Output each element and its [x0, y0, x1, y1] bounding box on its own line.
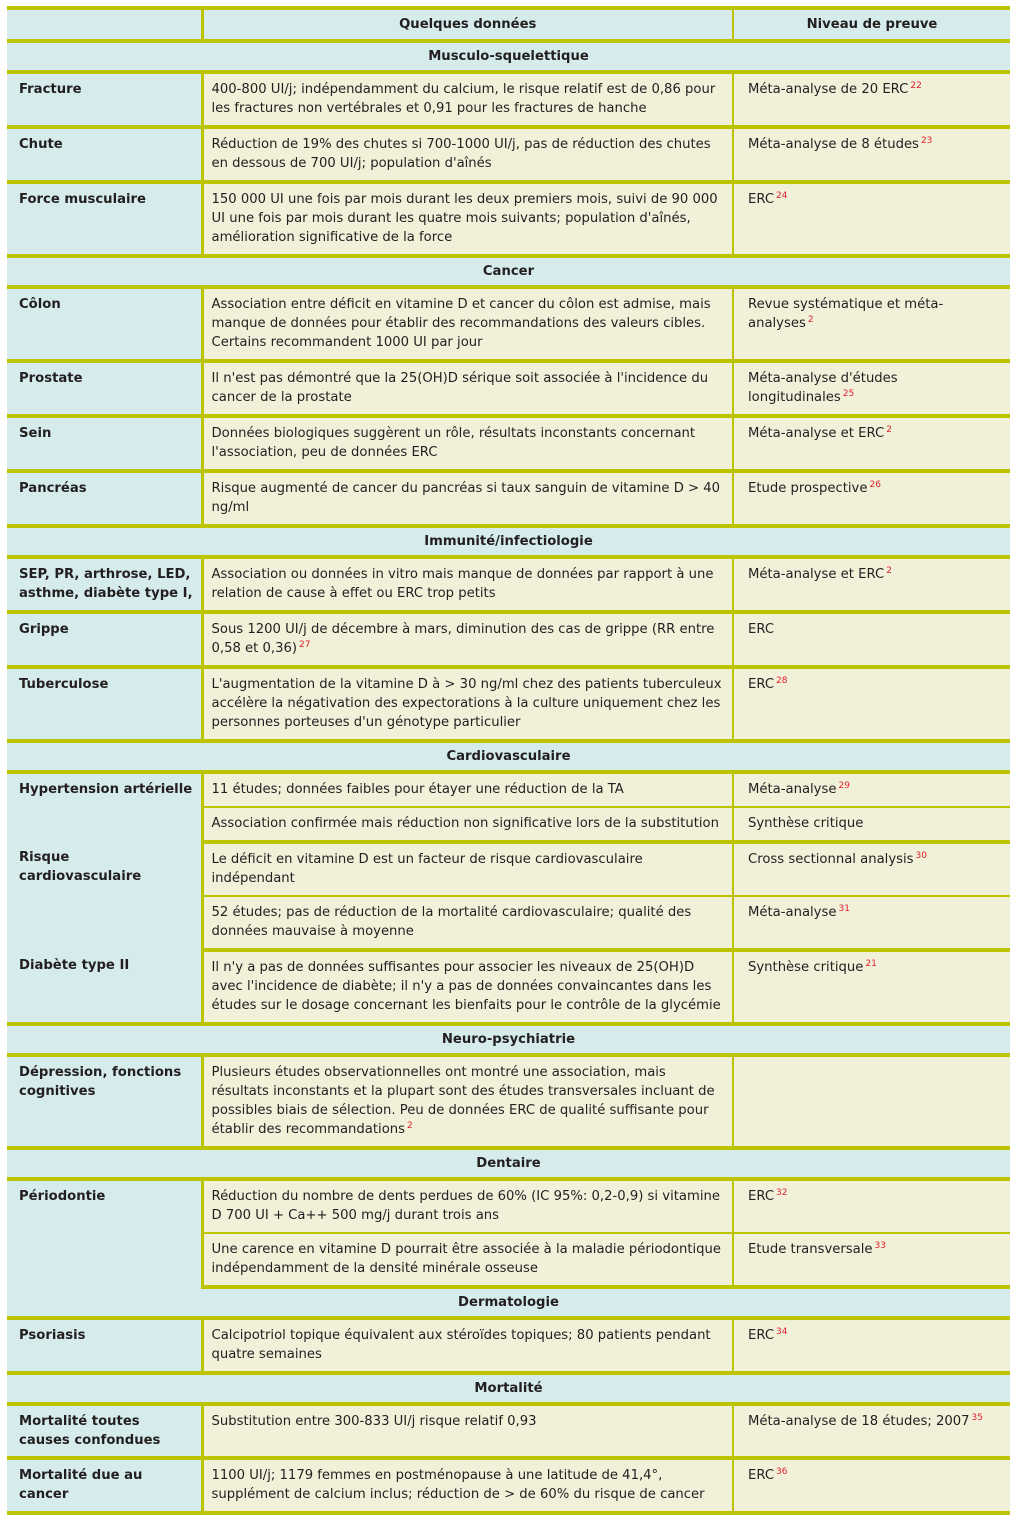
table-row	[7, 842, 1010, 896]
evidence-cell	[733, 612, 1010, 667]
reference-number: 36	[776, 1467, 788, 1477]
reference-number: 25	[842, 389, 855, 399]
data-text: Une carence en vitamine D pourrait être associée à la maladie périodontique indépendamment de la densité minérale osseuse	[211, 1242, 722, 1276]
data-cell	[202, 1055, 733, 1148]
evidence-cell	[733, 1318, 1010, 1373]
data-cell	[202, 842, 733, 896]
reference-number: 30	[915, 851, 927, 861]
data-cell	[202, 612, 733, 667]
table-row	[7, 667, 1010, 741]
data-text: Réduction du nombre de dents perdues de 60% (IC 95%: 0,2-0,9) si vitamine D 700 UI + Ca++ 500 mg/j durant trois ans	[211, 1189, 720, 1223]
reference-number: 27	[299, 640, 311, 650]
table-header-row	[7, 8, 1010, 41]
row-label	[7, 950, 202, 1024]
evidence-cell	[733, 416, 1010, 471]
section-row	[7, 256, 1010, 287]
data-text: 1100 UI/j; 1179 femmes en postménopause à une latitude de 41,4°, supplément de calcium inclus; réduction de > de 60% du risque de cancer	[211, 1468, 705, 1502]
section-row	[7, 1148, 1010, 1179]
evidence-text: Revue systématique et méta-analyses	[748, 297, 944, 331]
reference-number: 29	[838, 781, 850, 791]
section-row	[7, 1373, 1010, 1404]
data-cell	[202, 950, 733, 1024]
evidence-cell	[733, 287, 1010, 361]
row-label	[7, 471, 202, 526]
data-cell	[202, 1233, 733, 1287]
evidence-text: ERC	[748, 192, 775, 207]
table-row	[7, 361, 1010, 416]
reference-number: 33	[874, 1241, 886, 1251]
table-row	[7, 416, 1010, 471]
row-label-text: Périodontie	[19, 1189, 106, 1204]
evidence-cell	[733, 896, 1010, 950]
row-label	[7, 1055, 202, 1148]
data-text: Risque augmenté de cancer du pancréas si taux sanguin de vitamine D > 40 ng/ml	[211, 481, 721, 515]
data-text: L'augmentation de la vitamine D à > 30 ng/ml chez des patients tuberculeux accélère la négativation des expectorations à la culture uniquement chez les personnes porteuses d'un génotype particulier	[211, 677, 722, 730]
data-cell	[202, 896, 733, 950]
data-cell	[202, 557, 733, 612]
evidence-text: Cross sectionnal analysis	[748, 852, 914, 867]
data-text: Association entre déficit en vitamine D et cancer du côlon est admise, mais manque de données pour établir des recommandations des valeurs cibles. Certains recommandent 1000 UI par jour	[211, 297, 711, 350]
evidence-cell	[733, 842, 1010, 896]
data-text: Sous 1200 UI/j de décembre à mars, diminution des cas de grippe (RR entre 0,58 et 0,36)	[211, 622, 715, 656]
evidence-text: Méta-analyse d'études longitudinales	[748, 371, 898, 405]
evidence-cell	[733, 1055, 1010, 1148]
section-row	[7, 1287, 1010, 1318]
table-row	[7, 1179, 1010, 1233]
table-row	[7, 127, 1010, 182]
row-label	[7, 127, 202, 182]
row-label-text: Diabète type II	[19, 958, 130, 973]
data-cell	[202, 287, 733, 361]
table-row	[7, 1318, 1010, 1373]
data-cell	[202, 182, 733, 256]
data-text: Données biologiques suggèrent un rôle, résultats inconstants concernant l'association, peu de données ERC	[211, 426, 696, 460]
evidence-cell	[733, 1404, 1010, 1458]
evidence-cell	[733, 772, 1010, 807]
evidence-cell	[733, 807, 1010, 842]
data-cell	[202, 416, 733, 471]
table-row	[7, 1458, 1010, 1513]
row-label	[7, 842, 202, 950]
data-text: Association ou données in vitro mais manque de données par rapport à une relation de cause à effet ou ERC trop petits	[211, 567, 714, 601]
header-empty	[7, 8, 202, 41]
table-row	[7, 557, 1010, 612]
evidence-cell	[733, 1458, 1010, 1513]
evidence-cell	[733, 361, 1010, 416]
evidence-text: Méta-analyse de 18 études; 2007	[748, 1414, 970, 1429]
row-label	[7, 287, 202, 361]
row-label	[7, 772, 202, 842]
data-cell	[202, 667, 733, 741]
section-row	[7, 1024, 1010, 1055]
table-row	[7, 471, 1010, 526]
section-row	[7, 41, 1010, 72]
data-text: Il n'est pas démontré que la 25(OH)D sérique soit associée à l'incidence du cancer de la prostate	[211, 371, 709, 405]
evidence-cell	[733, 667, 1010, 741]
section-title: Mortalité	[7, 1373, 1010, 1404]
reference-number: 2	[886, 425, 892, 435]
data-cell	[202, 1318, 733, 1373]
reference-number: 2	[807, 315, 814, 325]
table-row	[7, 1404, 1010, 1458]
section-title: Dentaire	[7, 1148, 1010, 1179]
section-title: Musculo-squelettique	[7, 41, 1010, 72]
evidence-text: ERC	[748, 677, 775, 692]
row-label	[7, 182, 202, 256]
data-cell	[202, 471, 733, 526]
evidence-cell	[733, 557, 1010, 612]
row-label-text: SEP, PR, arthrose, LED, asthme, diabète type I,	[19, 567, 193, 601]
data-cell	[202, 127, 733, 182]
row-label-text: Côlon	[19, 297, 61, 312]
data-text: Le déficit en vitamine D est un facteur de risque cardiovasculaire indépendant	[211, 852, 643, 886]
row-label-text: Risque cardiovasculaire	[19, 850, 142, 884]
evidence-text: ERC	[748, 1468, 775, 1483]
data-cell	[202, 72, 733, 127]
header-niveau-de-preuve: Niveau de preuve	[733, 8, 1010, 41]
reference-number: 23	[920, 136, 933, 146]
data-text: Plusieurs études observationnelles ont montré une association, mais résultats inconstants et la plupart sont des études transversales incluant de possibles biais de sélection. Peu de données ERC de qualité suffisante pour établir des recommandations	[211, 1065, 715, 1137]
evidence-text: Méta-analyse	[748, 905, 837, 920]
evidence-text: Méta-analyse de 8 études	[748, 137, 919, 152]
data-text: 150 000 UI une fois par mois durant les deux premiers mois, suivi de 90 000 UI une fois par mois durant les quatre mois suivants; population d'aînés, amélioration significative de la force	[211, 192, 718, 245]
evidence-cell	[733, 950, 1010, 1024]
reference-number: 2	[886, 566, 892, 576]
row-label	[7, 1318, 202, 1373]
row-label	[7, 1404, 202, 1458]
table-row	[7, 612, 1010, 667]
evidence-text: Méta-analyse de 20 ERC	[748, 82, 909, 97]
evidence-text: ERC	[748, 1189, 775, 1204]
row-label-text: Mortalité due au cancer	[19, 1468, 143, 1502]
section-row	[7, 741, 1010, 772]
data-text: Association confirmée mais réduction non significative lors de la substitution	[211, 816, 719, 831]
evidence-text: ERC	[748, 1328, 775, 1343]
evidence-cell	[733, 182, 1010, 256]
table-body	[7, 8, 1010, 1513]
data-cell	[202, 361, 733, 416]
table-row	[7, 950, 1010, 1024]
table-row	[7, 182, 1010, 256]
data-text: 400-800 UI/j; indépendamment du calcium, le risque relatif est de 0,86 pour les fractures non vertébrales et 0,91 pour les fractures de hanche	[211, 82, 716, 116]
data-text: Calcipotriol topique équivalent aux stéroïdes topiques; 80 patients pendant quatre semaines	[211, 1328, 711, 1362]
data-text: 52 études; pas de réduction de la mortalité cardiovasculaire; qualité des données mauvaise à moyenne	[211, 905, 692, 939]
data-text: Réduction de 19% des chutes si 700-1000 UI/j, pas de réduction des chutes en dessous de 700 UI/j; population d'aînés	[211, 137, 711, 171]
row-label	[7, 557, 202, 612]
row-label-text: Chute	[19, 137, 63, 152]
reference-number: 2	[407, 1121, 413, 1131]
row-label-text: Grippe	[19, 622, 69, 637]
evidence-text: Méta-analyse et ERC	[748, 426, 885, 441]
evidence-cell	[733, 72, 1010, 127]
data-text: Substitution entre 300-833 UI/j risque relatif 0,93	[211, 1414, 537, 1429]
reference-number: 21	[865, 959, 877, 969]
evidence-text: Etude transversale	[748, 1242, 873, 1257]
section-title: Cancer	[7, 256, 1010, 287]
reference-number: 32	[776, 1188, 788, 1198]
row-label-text: Sein	[19, 426, 52, 441]
row-label	[7, 612, 202, 667]
row-label-text: Mortalité toutes causes confondues	[19, 1414, 161, 1448]
table-row	[7, 72, 1010, 127]
data-text: 11 études; données faibles pour étayer une réduction de la TA	[211, 782, 624, 797]
reference-number: 22	[910, 81, 922, 91]
table-row	[7, 287, 1010, 361]
row-label-text: Force musculaire	[19, 192, 146, 207]
section-title: Neuro-psychiatrie	[7, 1024, 1010, 1055]
reference-number: 35	[971, 1413, 983, 1423]
row-label-text: Psoriasis	[19, 1328, 86, 1343]
reference-number: 26	[869, 480, 881, 490]
reference-number: 24	[776, 191, 788, 201]
section-title: Immunité/infectiologie	[7, 526, 1010, 557]
data-cell	[202, 772, 733, 807]
evidence-text: Synthèse critique	[748, 816, 864, 831]
vitamin-d-evidence-table	[7, 6, 1010, 1515]
row-label	[7, 1458, 202, 1513]
row-label-text: Prostate	[19, 371, 83, 386]
section-row	[7, 526, 1010, 557]
data-cell	[202, 1179, 733, 1233]
reference-number: 31	[838, 904, 850, 914]
evidence-cell	[733, 1179, 1010, 1233]
row-label	[7, 667, 202, 741]
evidence-cell	[733, 127, 1010, 182]
header-quelques-donnees: Quelques données	[202, 8, 733, 41]
row-label-text: Hypertension artérielle	[19, 782, 193, 797]
row-label-text: Fracture	[19, 82, 82, 97]
evidence-text: Méta-analyse et ERC	[748, 567, 885, 582]
row-label	[7, 416, 202, 471]
row-label	[7, 72, 202, 127]
table-row	[7, 1055, 1010, 1148]
data-cell	[202, 1458, 733, 1513]
row-label-text: Pancréas	[19, 481, 87, 496]
table-row	[7, 772, 1010, 807]
evidence-text: Méta-analyse	[748, 782, 837, 797]
section-title: Dermatologie	[7, 1287, 1010, 1318]
reference-number: 28	[776, 676, 788, 686]
reference-number: 34	[776, 1327, 788, 1337]
section-title: Cardiovasculaire	[7, 741, 1010, 772]
data-cell	[202, 1404, 733, 1458]
evidence-text: Etude prospective	[748, 481, 868, 496]
evidence-cell	[733, 1233, 1010, 1287]
evidence-cell	[733, 471, 1010, 526]
row-label-text: Tuberculose	[19, 677, 109, 692]
row-label	[7, 361, 202, 416]
row-label	[7, 1179, 202, 1287]
evidence-text: ERC	[748, 622, 775, 637]
evidence-text: Synthèse critique	[748, 960, 864, 975]
data-cell	[202, 807, 733, 842]
data-text: Il n'y a pas de données suffisantes pour associer les niveaux de 25(OH)D avec l'incidence de diabète; il n'y a pas de données convaincantes dans les études sur le dosage concernant les bienfaits pour le contrôle de la glycémie	[211, 960, 721, 1013]
row-label-text: Dépression, fonctions cognitives	[19, 1065, 182, 1099]
